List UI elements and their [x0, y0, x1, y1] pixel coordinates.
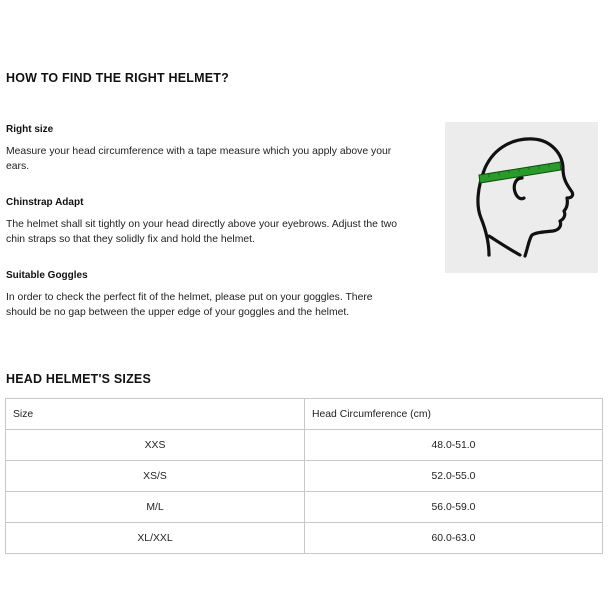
table-row	[6, 430, 603, 461]
section-text-goggles: In order to check the perfect fit of the helmet, please put on your goggles. There should be no gap between the upper edge of your goggles and the helmet.	[6, 292, 373, 318]
size-cell: M/L	[6, 492, 305, 523]
section-title-goggles: Suitable Goggles	[6, 270, 88, 281]
table-row	[6, 523, 603, 554]
circumference-cell: 48.0-51.0	[305, 430, 603, 461]
table-row	[6, 492, 603, 523]
head-measurement-icon	[445, 122, 598, 273]
section-title-chinstrap: Chinstrap Adapt	[6, 197, 84, 208]
section-title-right-size: Right size	[6, 124, 54, 135]
size-cell: XL/XXL	[6, 523, 305, 554]
head-measurement-figure	[445, 122, 598, 273]
section-text-chinstrap: The helmet shall sit tightly on your head directly above your eyebrows. Adjust the two chin straps so that they solidly fix and hold the helmet.	[6, 219, 398, 245]
sizes-heading: HEAD HELMET'S SIZES	[6, 372, 151, 386]
size-table	[5, 398, 603, 554]
size-cell: XS/S	[6, 461, 305, 492]
page-heading-find-helmet: HOW TO FIND THE RIGHT HELMET?	[6, 71, 229, 85]
circumference-cell: 56.0-59.0	[305, 492, 603, 523]
size-cell: XXS	[6, 430, 305, 461]
table-header-row	[6, 399, 603, 430]
section-text-right-size: Measure your head circumference with a tape measure which you apply above your ears.	[6, 146, 392, 172]
table-row	[6, 461, 603, 492]
column-header-size: Size	[6, 399, 305, 430]
circumference-cell: 52.0-55.0	[305, 461, 603, 492]
circumference-cell: 60.0-63.0	[305, 523, 603, 554]
column-header-circumference: Head Circumference (cm)	[305, 399, 603, 430]
